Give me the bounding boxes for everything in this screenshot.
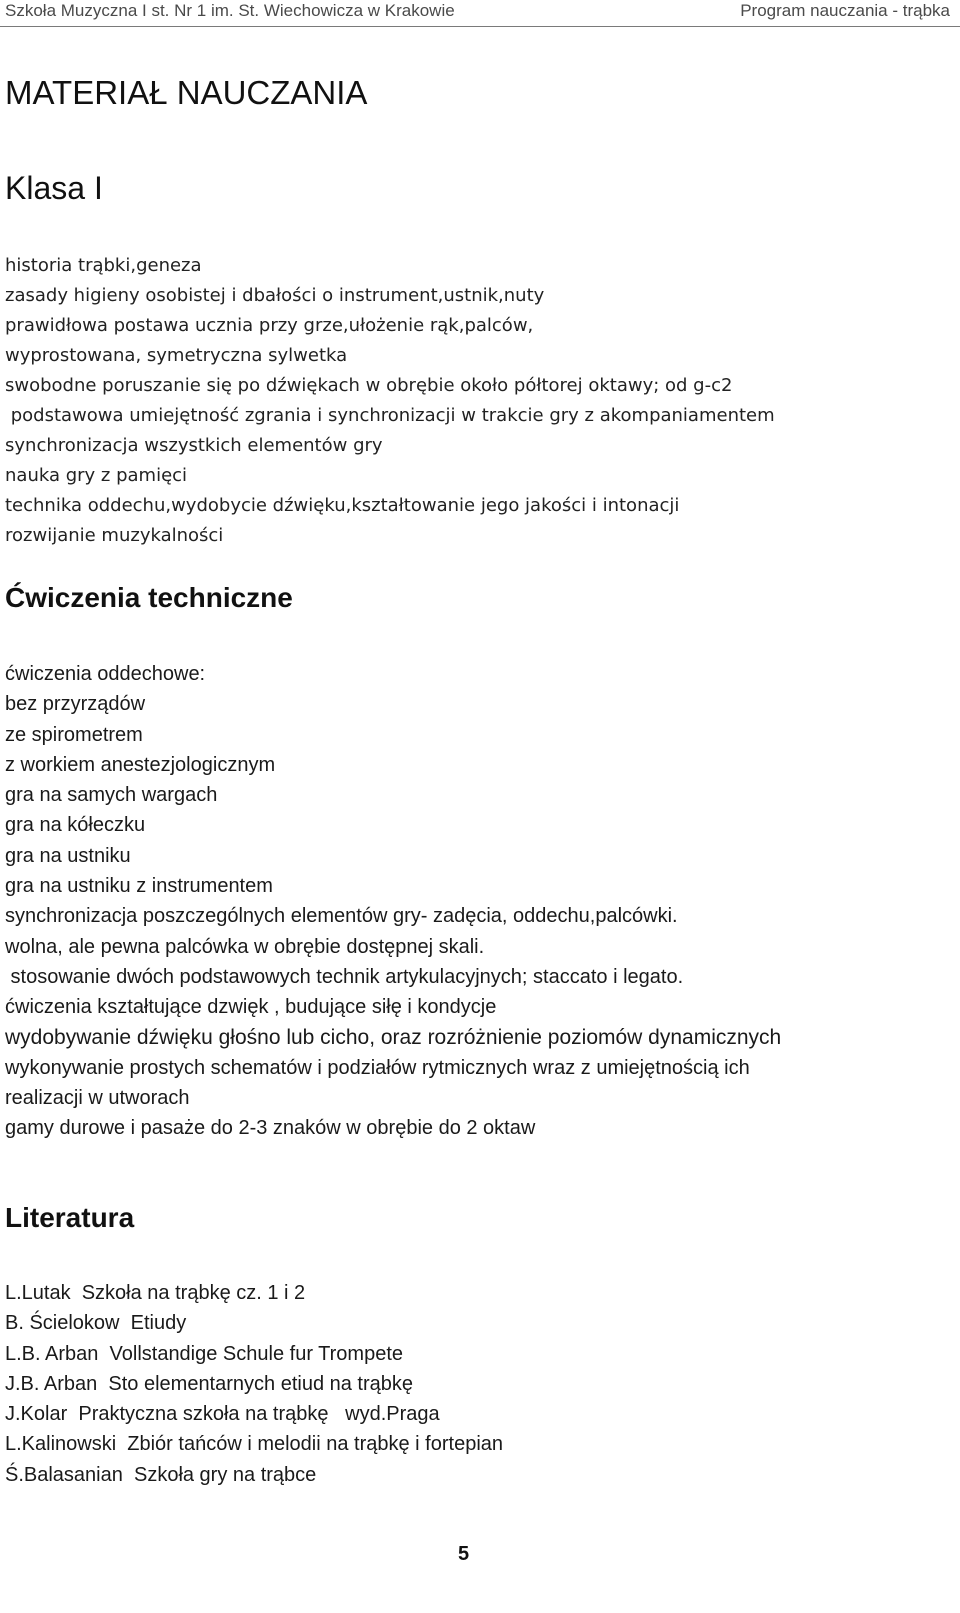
list-item: L.B. Arban Vollstandige Schule fur Trompete bbox=[5, 1342, 404, 1365]
list-item: zasady higieny osobistej i dbałości o instrument,ustnik,nuty bbox=[5, 285, 545, 306]
section-heading-exercises: Ćwiczenia techniczne bbox=[5, 582, 293, 613]
literature-list bbox=[5, 1278, 503, 1490]
page-title: MATERIAŁ NAUCZANIA bbox=[5, 74, 368, 111]
list-item: J.Kolar Praktyczna szkoła na trąbkę wyd.Praga bbox=[5, 1403, 440, 1426]
list-item: B. Ścielokow Etiudy bbox=[5, 1312, 187, 1335]
page-header bbox=[0, 0, 960, 28]
header-program-name: Program nauczania - trąbka bbox=[740, 1, 950, 20]
list-item: historia trąbki,geneza bbox=[5, 255, 202, 276]
list-item: wykonywanie prostych schematów i podziałów rytmicznych wraz z umiejętnością ich bbox=[5, 1056, 750, 1079]
list-item: rozwijanie muzykalności bbox=[5, 525, 224, 546]
list-item: prawidłowa postawa ucznia przy grze,ułożenie rąk,palców, bbox=[5, 315, 534, 336]
list-item: gra na kółeczku bbox=[5, 814, 146, 837]
list-item: wolna, ale pewna palcówka w obrębie dostępnej skali. bbox=[5, 935, 485, 958]
exercises-list bbox=[5, 659, 781, 1144]
general-topics-list bbox=[5, 251, 775, 551]
list-item: nauka gry z pamięci bbox=[5, 465, 188, 486]
list-item: ze spirometrem bbox=[5, 723, 143, 746]
list-item: stosowanie dwóch podstawowych technik artykulacyjnych; staccato i legato. bbox=[5, 965, 684, 988]
list-item: ćwiczenia kształtujące dzwięk , budujące siłę i kondycje bbox=[5, 996, 497, 1019]
section-heading-literature: Literatura bbox=[5, 1202, 135, 1233]
list-item: gra na ustniku bbox=[5, 844, 131, 867]
list-item: L.Kalinowski Zbiór tańców i melodii na trąbkę i fortepian bbox=[5, 1433, 504, 1456]
header-divider bbox=[0, 26, 960, 27]
list-item: wyprostowana, symetryczna sylwetka bbox=[5, 345, 348, 366]
list-item: ćwiczenia oddechowe: bbox=[5, 663, 206, 685]
list-item: realizacji w utworach bbox=[5, 1087, 190, 1110]
list-item: wydobywanie dźwięku głośno lub cicho, oraz rozróżnienie poziomów dynamicznych bbox=[5, 1025, 782, 1049]
list-item: bez przyrządów bbox=[5, 693, 146, 716]
list-item: podstawowa umiejętność zgrania i synchronizacji w trakcie gry z akompaniamentem bbox=[5, 405, 775, 426]
list-item: synchronizacja wszystkich elementów gry bbox=[5, 435, 383, 456]
list-item: synchronizacja poszczególnych elementów gry- zadęcia, oddechu,palcówki. bbox=[5, 905, 678, 928]
list-item: z workiem anestezjologicznym bbox=[5, 753, 276, 776]
list-item: gamy durowe i pasaże do 2-3 znaków w obrębie do 2 oktaw bbox=[5, 1117, 536, 1140]
class-subtitle: Klasa I bbox=[5, 170, 103, 206]
header-school-name: Szkoła Muzyczna I st. Nr 1 im. St. Wiechowicza w Krakowie bbox=[5, 1, 455, 20]
list-item: gra na samych wargach bbox=[5, 784, 218, 807]
list-item: gra na ustniku z instrumentem bbox=[5, 875, 273, 898]
list-item: L.Lutak Szkoła na trąbkę cz. 1 i 2 bbox=[5, 1282, 306, 1304]
page-number: 5 bbox=[458, 1543, 470, 1565]
list-item: technika oddechu,wydobycie dźwięku,kształtowanie jego jakości i intonacji bbox=[5, 495, 680, 516]
list-item: swobodne poruszanie się po dźwiękach w obrębie około półtorej oktawy; od g-c2 bbox=[5, 375, 733, 396]
list-item: J.B. Arban Sto elementarnych etiud na trąbkę bbox=[5, 1372, 414, 1395]
list-item: Ś.Balasanian Szkoła gry na trąbce bbox=[5, 1463, 317, 1486]
